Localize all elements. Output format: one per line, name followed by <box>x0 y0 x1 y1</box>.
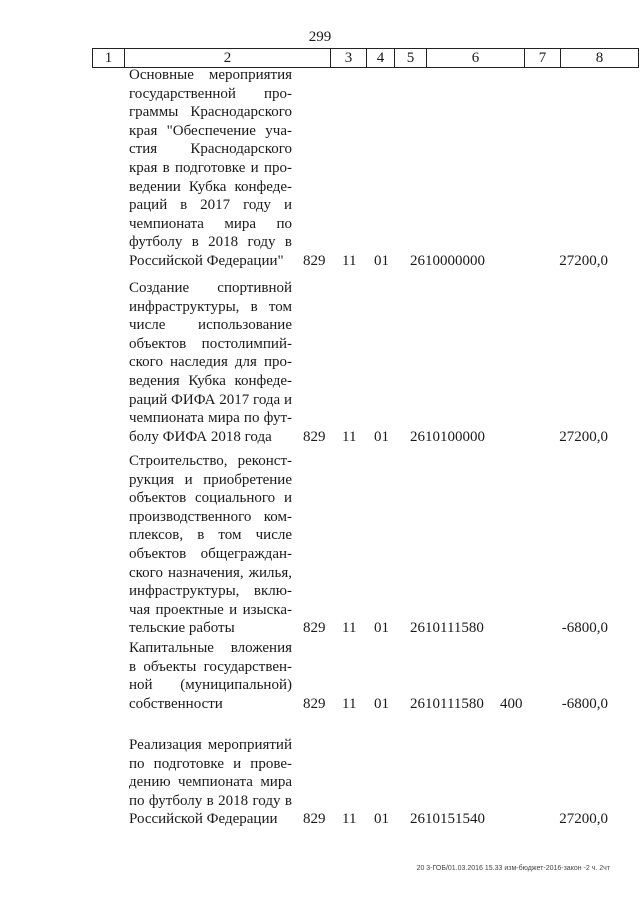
description-line: чая проектные и изыска- <box>129 601 292 618</box>
description-line: объектов общеграждан- <box>129 545 292 562</box>
column-header-8: 8 <box>561 49 639 68</box>
description-line: Российской Федерации <box>129 811 278 828</box>
description-line: края "Обеспечение уча- <box>129 122 292 139</box>
description-line: Российской Федерации" <box>129 252 284 269</box>
row-description <box>129 452 292 638</box>
column-header-2: 2 <box>125 49 331 68</box>
description-line: государственной про- <box>129 85 292 102</box>
description-line: плексов, в том числе <box>129 527 292 544</box>
description-line: раций ФИФА 2017 года и <box>129 391 292 408</box>
document-footer: 20 3-ГОБ/01.03.2016 15.33 изм-бюджет-2016-закон -2 ч. 2чт <box>416 865 610 872</box>
cell-c8: 27200,0 <box>559 253 608 269</box>
description-line: в объекты государствен- <box>129 658 292 675</box>
cell-c8: 27200,0 <box>559 428 608 445</box>
description-line: Основные мероприятия <box>129 67 292 83</box>
cell-c8: -6800,0 <box>561 695 608 712</box>
cell-c3: 829 <box>303 428 326 445</box>
cell-c7: 400 <box>500 695 523 712</box>
row-description <box>129 66 292 271</box>
column-header-5: 5 <box>395 49 427 68</box>
description-line: Капитальные вложения <box>129 640 292 656</box>
cell-c4: 11 <box>342 811 357 828</box>
cell-c5: 01 <box>374 428 389 445</box>
cell-c4: 11 <box>342 253 357 269</box>
description-line: ной (муниципальной) <box>129 677 292 694</box>
description-line: раций в 2017 году и <box>129 197 292 214</box>
description-line: объектов постолимпий- <box>129 335 292 352</box>
column-header-1: 1 <box>93 49 125 68</box>
description-line: стия Краснодарского <box>129 141 292 158</box>
description-line: Реализация мероприятий <box>129 737 292 753</box>
description-line: инфраструктуры, в том <box>129 298 292 315</box>
description-line: болу ФИФА 2018 года <box>129 428 272 445</box>
cell-c6: 2610111580 <box>410 695 484 712</box>
cell-c6: 2610151540 <box>410 811 485 828</box>
description-line: края в подготовке и про- <box>129 159 292 176</box>
description-line: ского наследия для про- <box>129 354 292 371</box>
column-header-7: 7 <box>525 49 561 68</box>
page-number: 299 <box>308 29 332 45</box>
cell-c5: 01 <box>374 253 389 269</box>
description-line: инфраструктуры, вклю- <box>129 583 292 600</box>
cell-c3: 829 <box>303 695 326 712</box>
column-header-table <box>92 48 639 68</box>
description-line: Создание спортивной <box>129 280 292 296</box>
description-line: ского назначения, жилья, <box>129 564 292 581</box>
cell-c6: 2610000000 <box>410 253 485 269</box>
description-line: по подготовке и прове- <box>129 755 292 772</box>
row-description <box>129 736 292 829</box>
cell-c3: 829 <box>303 811 326 828</box>
description-line: рукция и приобретение <box>129 471 292 488</box>
description-line: тельские работы <box>129 620 235 637</box>
cell-c5: 01 <box>374 811 389 828</box>
description-line: футболу в 2018 году в <box>129 234 292 251</box>
cell-c5: 01 <box>374 620 389 637</box>
cell-c3: 829 <box>303 620 326 637</box>
column-header-4: 4 <box>367 49 395 68</box>
row-description <box>129 279 292 446</box>
description-line: ведения Кубка конфеде- <box>129 372 292 389</box>
cell-c8: -6800,0 <box>561 620 608 637</box>
description-line: по футболу в 2018 году в <box>129 792 292 809</box>
column-header-3: 3 <box>331 49 367 68</box>
description-line: числе использование <box>129 317 292 334</box>
description-line: Строительство, реконст- <box>129 453 292 469</box>
description-line: ведении Кубка конфеде- <box>129 178 292 195</box>
cell-c3: 829 <box>303 253 326 269</box>
cell-c6: 2610111580 <box>410 620 484 637</box>
description-line: чемпионата мира по <box>129 215 292 232</box>
column-header-6: 6 <box>427 49 525 68</box>
description-line: собственности <box>129 695 223 712</box>
cell-c5: 01 <box>374 695 389 712</box>
column-header-row <box>93 49 639 68</box>
cell-c4: 11 <box>342 428 357 445</box>
description-line: дению чемпионата мира <box>129 774 292 791</box>
description-line: объектов социального и <box>129 490 292 507</box>
description-line: производственного ком- <box>129 508 292 525</box>
cell-c4: 11 <box>342 695 357 712</box>
cell-c8: 27200,0 <box>559 811 608 828</box>
description-line: чемпионата мира по фут- <box>129 410 292 427</box>
description-line: граммы Краснодарского <box>129 104 292 121</box>
cell-c6: 2610100000 <box>410 428 485 445</box>
cell-c4: 11 <box>342 620 357 637</box>
row-description <box>129 639 292 713</box>
